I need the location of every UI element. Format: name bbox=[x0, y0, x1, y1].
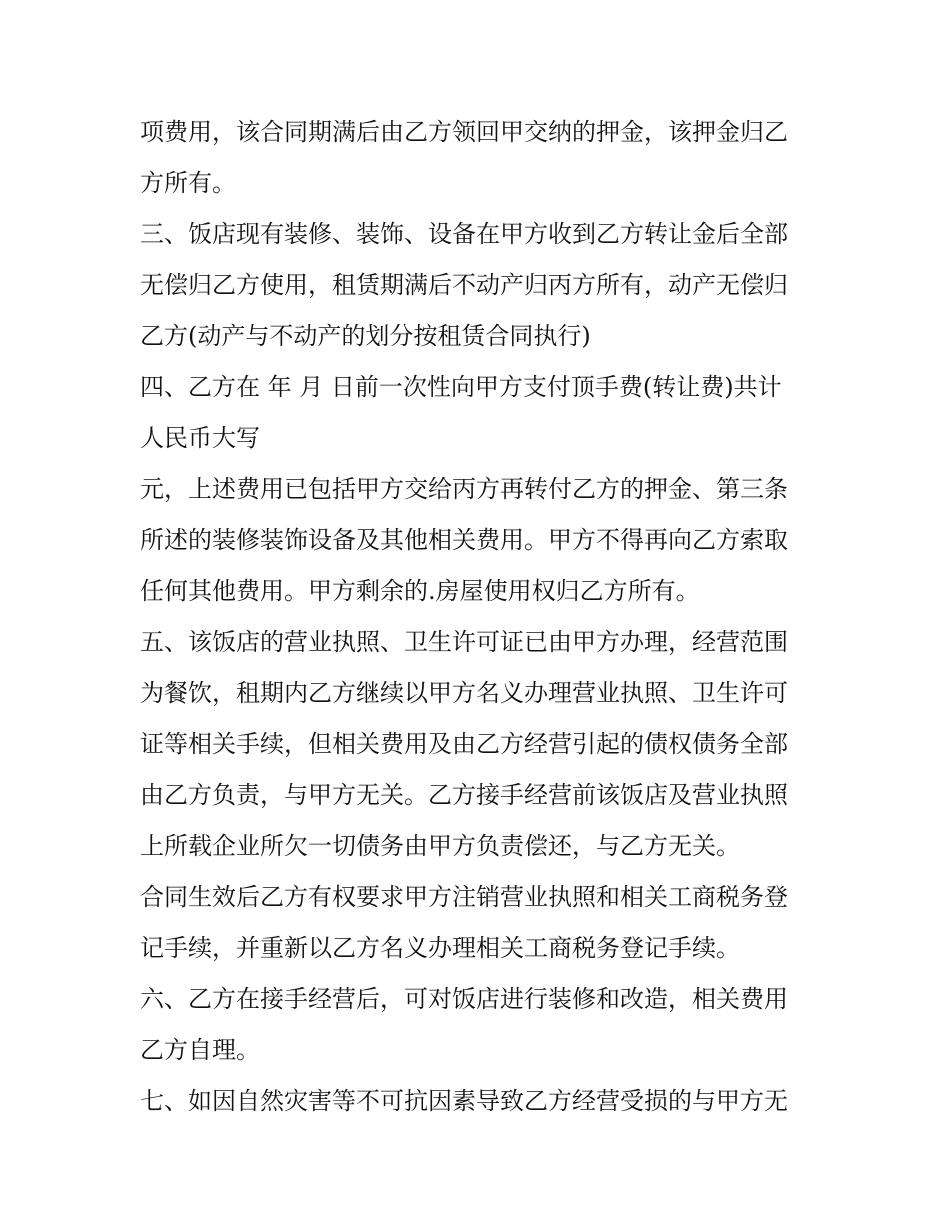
text-line: 四、乙方在 年 月 日前一次性向甲方支付顶手费(转让费)共计 bbox=[140, 373, 782, 401]
text-line: 元，上述费用已包括甲方交给丙方再转付乙方的押金、第三条 bbox=[140, 475, 788, 503]
contract-body-text bbox=[140, 107, 830, 1127]
text-line: 无偿归乙方使用，租赁期满后不动产归丙方所有，动产无偿归 bbox=[140, 271, 788, 299]
text-line: 方所有。 bbox=[140, 169, 236, 197]
text-line: 六、乙方在接手经营后，可对饭店进行装修和改造，相关费用 bbox=[140, 985, 788, 1013]
text-line: 证等相关手续，但相关费用及由乙方经营引起的债权债务全部 bbox=[140, 730, 788, 758]
text-line: 三、饭店现有装修、装饰、设备在甲方收到乙方转让金后全部 bbox=[140, 220, 788, 248]
text-line: 七、如因自然灾害等不可抗因素导致乙方经营受损的与甲方无 bbox=[140, 1087, 788, 1115]
text-line: 任何其他费用。甲方剩余的.房屋使用权归乙方所有。 bbox=[140, 577, 700, 605]
text-line: 所述的装修装饰设备及其他相关费用。甲方不得再向乙方索取 bbox=[140, 526, 788, 554]
text-line: 人民币大写 bbox=[140, 424, 260, 452]
text-line: 记手续，并重新以乙方名义办理相关工商税务登记手续。 bbox=[140, 934, 740, 962]
text-line: 项费用，该合同期满后由乙方领回甲交纳的押金，该押金归乙 bbox=[140, 118, 788, 146]
text-line: 由乙方负责，与甲方无关。乙方接手经营前该饭店及营业执照 bbox=[140, 781, 788, 809]
text-line: 为餐饮，租期内乙方继续以甲方名义办理营业执照、卫生许可 bbox=[140, 679, 788, 707]
text-line: 上所载企业所欠一切债务由甲方负责偿还，与乙方无关。 bbox=[140, 832, 740, 860]
text-line: 乙方(动产与不动产的划分按租赁合同执行) bbox=[140, 322, 591, 350]
text-line: 五、该饭店的营业执照、卫生许可证已由甲方办理，经营范围 bbox=[140, 628, 788, 656]
text-line: 乙方自理。 bbox=[140, 1036, 260, 1064]
text-line: 合同生效后乙方有权要求甲方注销营业执照和相关工商税务登 bbox=[140, 883, 788, 911]
